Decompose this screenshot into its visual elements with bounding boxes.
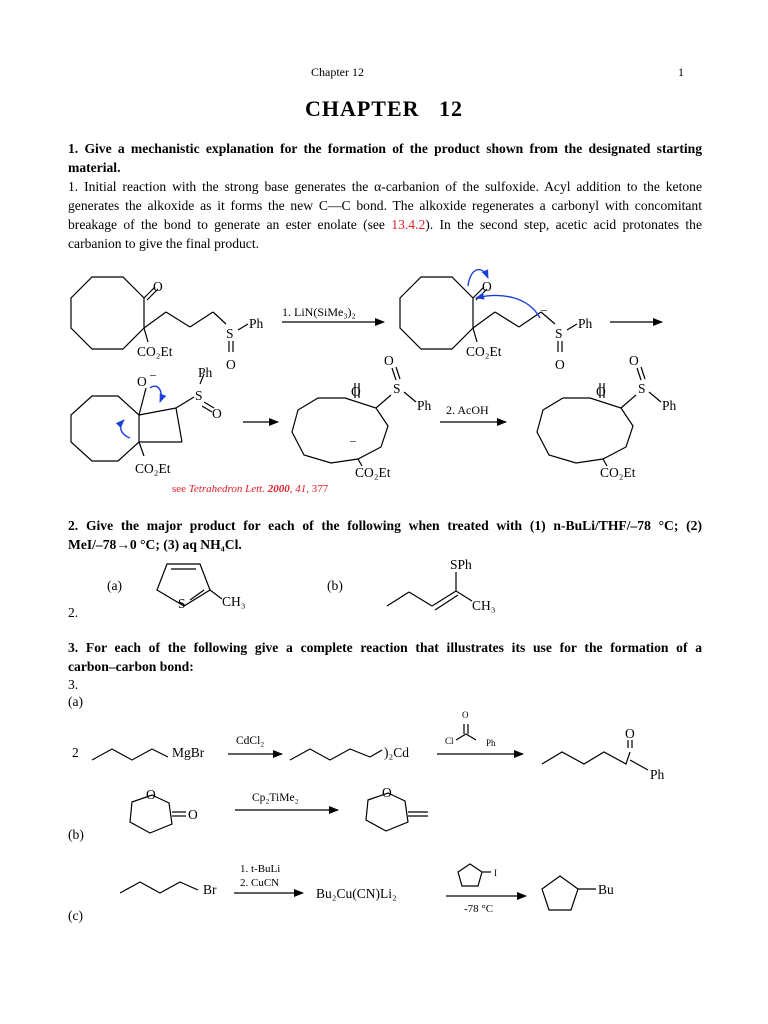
label-3a: (a) (68, 694, 84, 709)
group-SPh: SPh (450, 557, 472, 572)
group-CH3: CH₃ (472, 598, 496, 613)
curved-arrow-bond-break (121, 420, 130, 438)
atom-O: O (629, 353, 639, 368)
answer-1-outro: ). In the second step, acetic acid protonates the carbanion to give the final product. (68, 217, 702, 251)
label-2a: (a) (107, 578, 123, 593)
section-reference-link[interactable]: 13.4.2 (391, 217, 426, 232)
question-3-prompt-line1: 3. For each of the following give a complete reaction that illustrates its use for the formation of a (68, 640, 702, 655)
atom-O: O (625, 726, 635, 741)
atom-S: S (555, 326, 563, 341)
atom-Cl: Cl (445, 736, 454, 746)
charge-minus: – (541, 302, 547, 316)
atom-Ph: Ph (578, 316, 593, 331)
charge-minus: – (350, 433, 356, 447)
group-CO2Et: CO₂Et (135, 461, 171, 476)
atom-O: O (153, 279, 163, 294)
alkenyl-sulfide-chain (387, 592, 409, 606)
atom-Ph: Ph (417, 398, 432, 413)
label-3b: (b) (68, 827, 84, 842)
curved-arrow-alkoxide (150, 386, 161, 402)
pentanone-chain (542, 752, 630, 764)
cuprate-intermediate: Bu₂Cu(CN)Li₂ (316, 886, 397, 901)
atom-Ph: Ph (198, 365, 213, 380)
macrocycle-ring-4 (292, 398, 388, 463)
reagent-cp2time2: Cp₂TiMe₂ (252, 792, 299, 804)
group-CO2Et: CO₂Et (600, 465, 636, 480)
page-number: 1 (678, 65, 684, 79)
group-CO2Et: CO₂Et (466, 344, 502, 359)
group-CH3: CH₃ (222, 594, 246, 609)
question-2-prompt-line2: MeI/–78→0 °C; (3) aq NH₄Cl. (68, 537, 242, 552)
atom-Ph: Ph (486, 738, 496, 748)
reagent-1: 1. LiN(SiMe₃)₂ (282, 305, 356, 319)
group-MgBr: MgBr (172, 745, 205, 760)
atom-O: O (382, 785, 392, 800)
atom-O: O (188, 807, 198, 822)
answer-3-number: 3. (68, 677, 79, 692)
group-Cd: )₂Cd (384, 745, 409, 760)
atom-Br: Br (203, 882, 217, 897)
group-CO2Et: CO₂Et (355, 465, 391, 480)
atom-O: O (137, 374, 147, 389)
atom-S: S (638, 381, 646, 396)
reaction-condition: -78 °C (464, 903, 494, 915)
atom-O: O (462, 710, 469, 720)
label-3c: (c) (68, 908, 84, 923)
chapter-title: CHAPTER 12 (304, 96, 464, 121)
question-3-prompt-line2: carbon–carbon bond: (68, 659, 194, 674)
answer-2-number: 2. (68, 605, 79, 620)
atom-O: O (351, 384, 361, 399)
atom-S: S (195, 388, 203, 403)
label-2b: (b) (327, 578, 343, 593)
atom-O: O (146, 787, 156, 802)
atom-O: O (226, 357, 236, 372)
atom-O: O (384, 353, 394, 368)
group-CO2Et: CO₂Et (137, 344, 173, 359)
reagent-2: 2. AcOH (446, 403, 489, 417)
answer-1-intro: 1. Initial reaction with the strong base generates the α-carbanion of the sulfoxide. Acyl addition to the ketone generates the alkoxide as it forms the new C—C bond. The alkoxide regenerates a carbonyl with concomitant breakage of the bond to generate an ester enolate (see (68, 179, 702, 232)
reagent-cdcl2: CdCl₂ (236, 735, 265, 747)
iodocyclopentane-ring (458, 864, 482, 886)
butylcyclopentane-ring (542, 876, 578, 910)
reagent-cucn: 2. CuCN (240, 877, 280, 889)
atom-Ph: Ph (249, 316, 264, 331)
charge-minus: – (150, 367, 156, 381)
atom-I: I (494, 868, 497, 878)
butyl-bromide-chain (120, 882, 198, 893)
atom-O: O (555, 357, 565, 372)
macrocycle-ring-5 (537, 398, 633, 463)
running-header: Chapter 12 (311, 65, 364, 79)
butyl-chain-a (92, 749, 168, 760)
question-1-prompt: 1. Give a mechanistic explanation for the formation of the product shown from the designated starting material. (68, 141, 702, 175)
atom-Ph: Ph (662, 398, 677, 413)
atom-O: O (596, 384, 606, 399)
coefficient: 2 (72, 745, 79, 760)
atom-S: S (393, 381, 401, 396)
atom-Ph: Ph (650, 767, 665, 782)
literature-citation: see Tetrahedron Lett. 2000, 41, 377 (172, 483, 329, 495)
atom-O: O (212, 406, 222, 421)
butyl-chain-cd (290, 749, 382, 760)
cyclooctane-ring-3 (71, 396, 139, 461)
reagent-t-buli: 1. t-BuLi (240, 863, 281, 875)
curved-arrow-carbanion (476, 295, 540, 318)
atom-S: S (178, 596, 186, 611)
atom-O: O (482, 279, 492, 294)
group-Bu: Bu (598, 882, 614, 897)
atom-S: S (226, 326, 234, 341)
cyclooctane-ring-2 (400, 277, 473, 349)
cyclooctane-ring-1 (71, 277, 144, 349)
question-2-prompt-line1: 2. Give the major product for each of the following when treated with (1) n-BuLi/THF/–78 °C; (2) (68, 518, 702, 533)
